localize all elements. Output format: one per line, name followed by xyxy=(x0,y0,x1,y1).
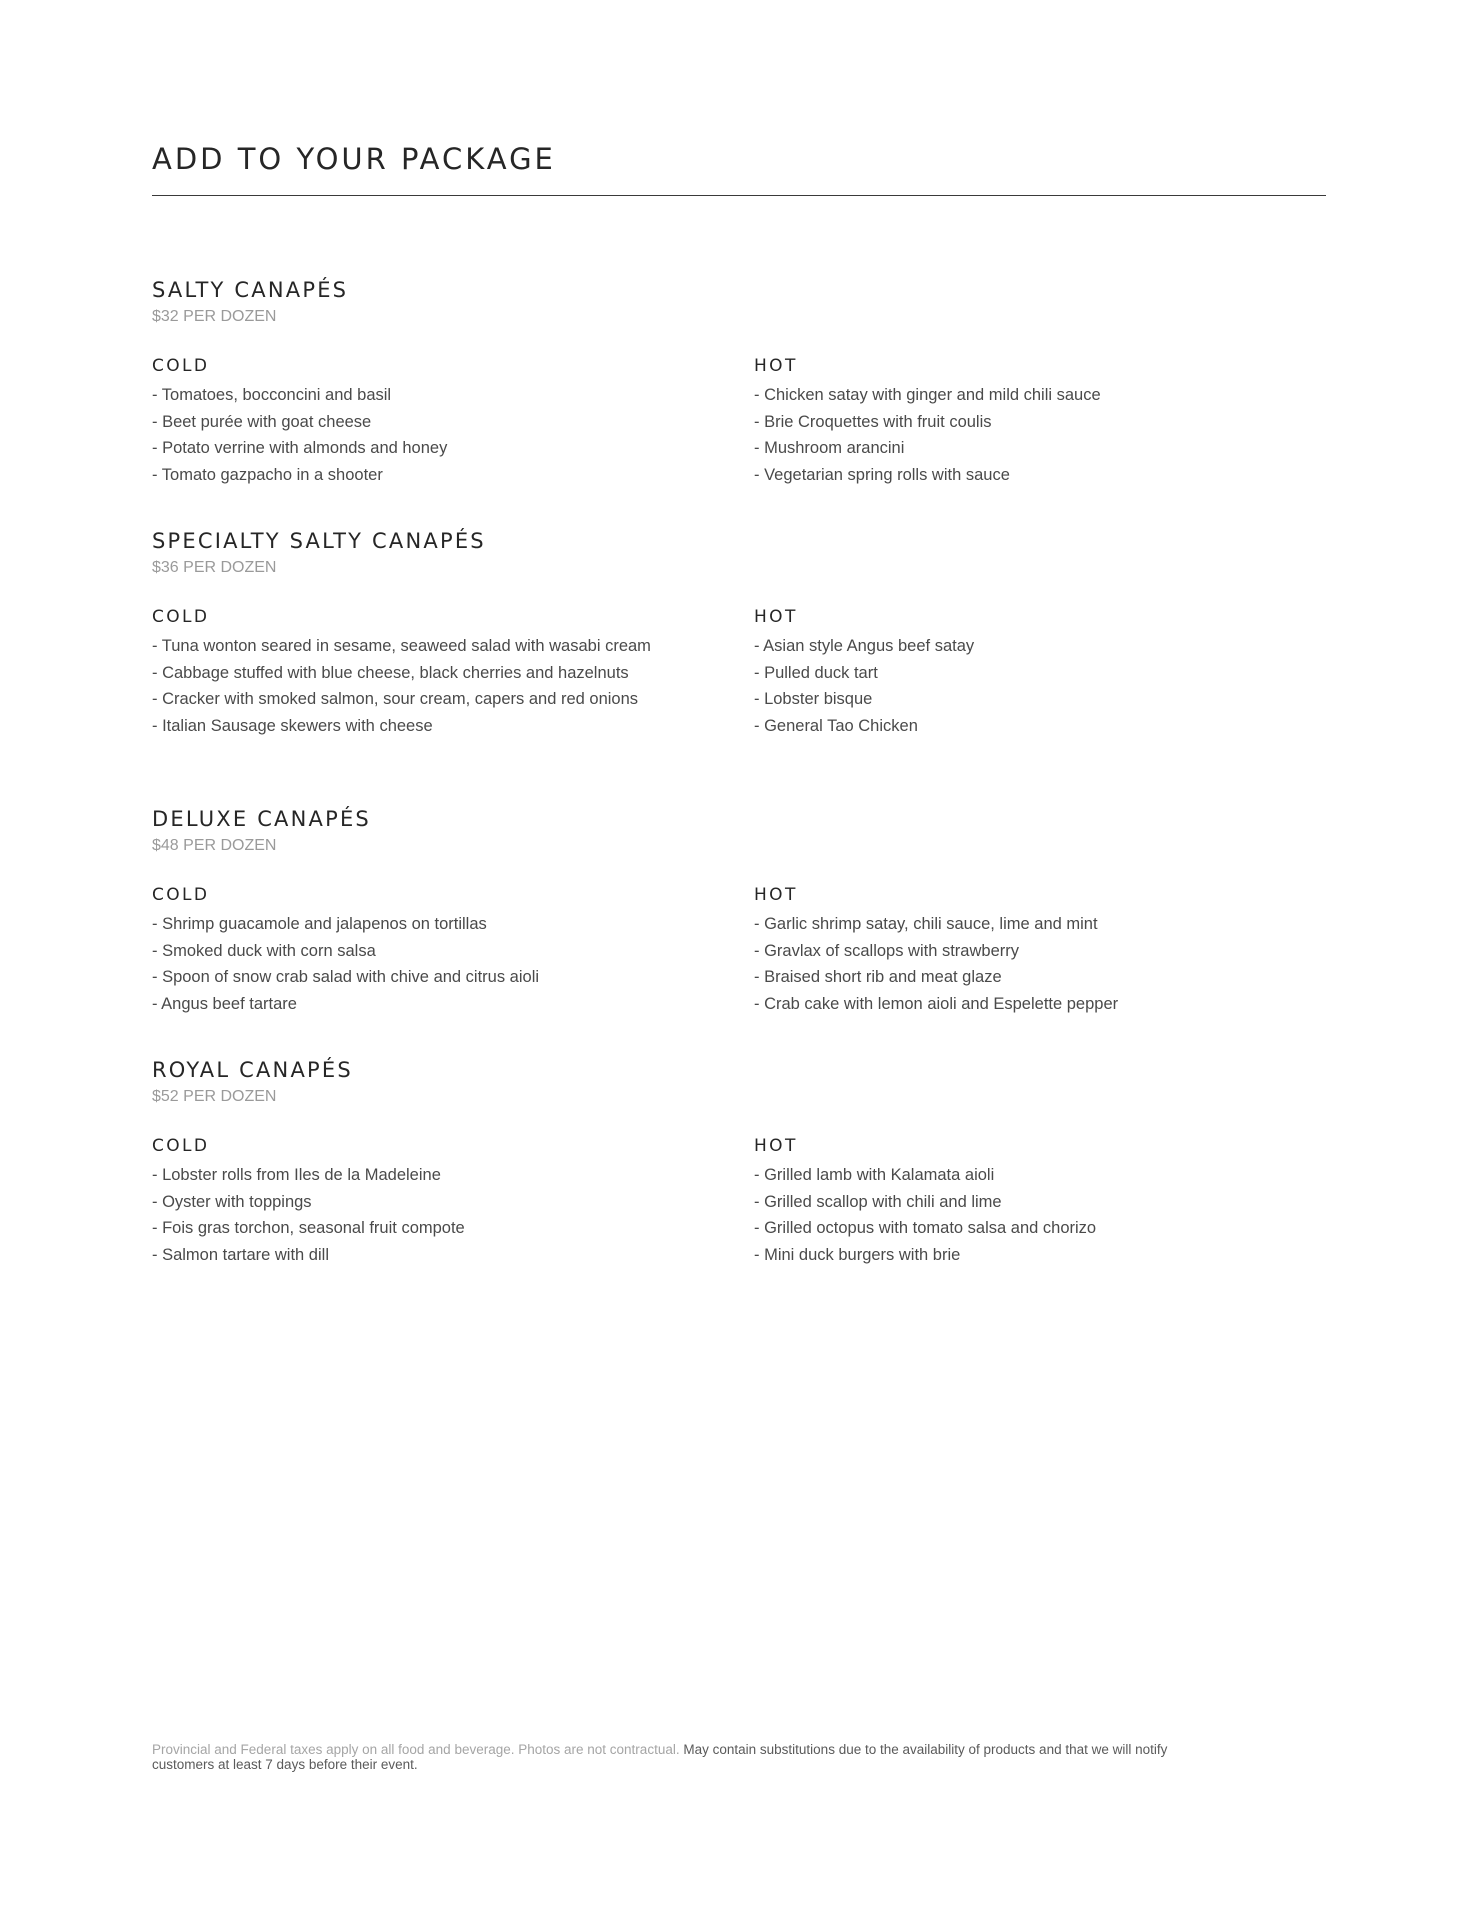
cold-heading: COLD xyxy=(152,607,210,627)
hot-item-list xyxy=(754,911,1314,1017)
section-price: $48 PER DOZEN xyxy=(152,837,277,854)
hot-heading: HOT xyxy=(754,607,798,627)
list-item: - Vegetarian spring rolls with sauce xyxy=(754,465,1010,484)
list-item: - Crab cake with lemon aioli and Espelette pepper xyxy=(754,994,1119,1013)
section-columns xyxy=(152,356,1326,496)
list-item: - Oyster with toppings xyxy=(152,1192,312,1211)
cold-column xyxy=(152,1136,712,1268)
list-item: - Mushroom arancini xyxy=(754,439,905,458)
section-columns xyxy=(152,607,1326,747)
hot-heading: HOT xyxy=(754,356,798,376)
section-columns xyxy=(152,885,1326,1025)
footnote-taxes: Provincial and Federal taxes apply on all food and beverage. Photos are not contractual. xyxy=(152,1742,680,1757)
section-salty-canapes xyxy=(152,278,1326,496)
section-title: ROYAL CANAPÉS xyxy=(152,1058,353,1082)
list-item: - Cracker with smoked salmon, sour cream, capers and red onions xyxy=(152,690,639,709)
list-item: - Cabbage stuffed with blue cheese, black cherries and hazelnuts xyxy=(152,663,629,682)
list-item: - Shrimp guacamole and jalapenos on tortillas xyxy=(152,915,487,933)
hot-item-list xyxy=(754,633,1314,739)
footnote-substitutions: May contain substitutions due to the availability of products and that we will notify customers at least 7 days before their event. xyxy=(152,1742,1168,1772)
hot-column xyxy=(754,607,1314,739)
hot-column xyxy=(754,1136,1314,1268)
list-item: - Spoon of snow crab salad with chive and citrus aioli xyxy=(152,968,540,987)
list-item: - Asian style Angus beef satay xyxy=(754,637,975,655)
section-specialty-salty-canapes xyxy=(152,529,1326,747)
cold-column xyxy=(152,607,712,739)
cold-item-list xyxy=(152,382,712,488)
hot-item-list xyxy=(754,382,1314,488)
section-title: DELUXE CANAPÉS xyxy=(152,807,371,831)
cold-heading: COLD xyxy=(152,1136,210,1156)
section-price: $36 PER DOZEN xyxy=(152,559,277,576)
cold-heading: COLD xyxy=(152,885,210,905)
list-item: - Lobster bisque xyxy=(754,690,873,709)
hot-column xyxy=(754,356,1314,488)
cold-item-list xyxy=(152,911,712,1017)
cold-column xyxy=(152,356,712,488)
list-item: - Grilled lamb with Kalamata aioli xyxy=(754,1166,995,1184)
list-item: - Garlic shrimp satay, chili sauce, lime and mint xyxy=(754,915,1098,933)
section-title: SPECIALTY SALTY CANAPÉS xyxy=(152,529,486,553)
list-item: - Potato verrine with almonds and honey xyxy=(152,439,448,458)
list-item: - Smoked duck with corn salsa xyxy=(152,941,376,960)
cold-item-list xyxy=(152,1162,712,1268)
footnote xyxy=(152,1742,1232,1772)
list-item: - Fois gras torchon, seasonal fruit compote xyxy=(152,1219,465,1238)
list-item: - Italian Sausage skewers with cheese xyxy=(152,716,433,735)
list-item: - General Tao Chicken xyxy=(754,716,918,735)
cold-item-list xyxy=(152,633,712,739)
page-title: ADD TO YOUR PACKAGE xyxy=(152,142,556,176)
cold-column xyxy=(152,885,712,1017)
list-item: - Tomato gazpacho in a shooter xyxy=(152,465,383,484)
list-item: - Brie Croquettes with fruit coulis xyxy=(754,412,992,431)
list-item: - Mini duck burgers with brie xyxy=(754,1245,961,1264)
section-price: $32 PER DOZEN xyxy=(152,308,277,325)
list-item: - Grilled octopus with tomato salsa and chorizo xyxy=(754,1219,1097,1238)
hot-column xyxy=(754,885,1314,1017)
list-item: - Salmon tartare with dill xyxy=(152,1245,329,1264)
title-divider xyxy=(152,195,1326,196)
list-item: - Tuna wonton seared in sesame, seaweed salad with wasabi cream xyxy=(152,637,651,655)
list-item: - Grilled scallop with chili and lime xyxy=(754,1192,1002,1211)
list-item: - Chicken satay with ginger and mild chili sauce xyxy=(754,386,1101,404)
list-item: - Angus beef tartare xyxy=(152,994,297,1013)
section-columns xyxy=(152,1136,1326,1276)
list-item: - Tomatoes, bocconcini and basil xyxy=(152,386,392,404)
hot-heading: HOT xyxy=(754,1136,798,1156)
section-price: $52 PER DOZEN xyxy=(152,1088,277,1105)
list-item: - Beet purée with goat cheese xyxy=(152,412,372,431)
list-item: - Pulled duck tart xyxy=(754,663,878,682)
list-item: - Braised short rib and meat glaze xyxy=(754,968,1002,987)
list-item: - Lobster rolls from Iles de la Madeleine xyxy=(152,1166,441,1184)
hot-item-list xyxy=(754,1162,1314,1268)
section-deluxe-canapes xyxy=(152,807,1326,1025)
hot-heading: HOT xyxy=(754,885,798,905)
list-item: - Gravlax of scallops with strawberry xyxy=(754,941,1019,960)
cold-heading: COLD xyxy=(152,356,210,376)
section-title: SALTY CANAPÉS xyxy=(152,278,349,302)
section-royal-canapes xyxy=(152,1058,1326,1276)
